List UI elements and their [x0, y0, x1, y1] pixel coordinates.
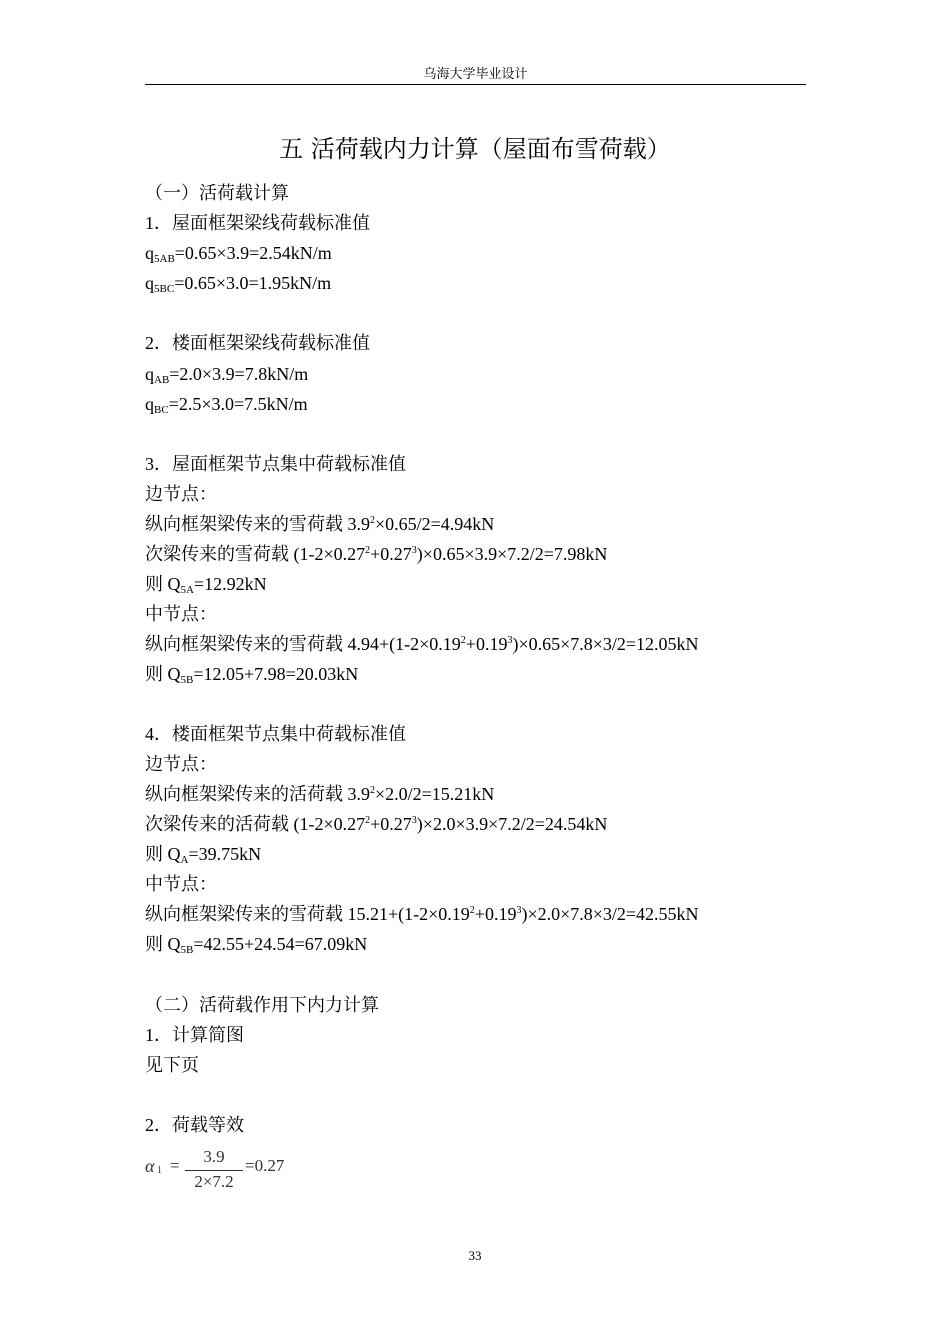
eq-floor-edge-secondary: 次梁传来的活荷载 $(1-2\times 0.27^2+0.27^3)\times 2.0\times 3.9\times 7.2/2=24.54kN$	[145, 814, 608, 834]
eq-qab: $q_{AB}=2.0\times 3.9=7.8kN/m$	[145, 364, 309, 386]
heading-floor-beam-load: 2．楼面框架梁线荷载标准值	[145, 333, 370, 353]
section-title: 五 活荷载内力计算（屋面布雪荷载）	[279, 135, 671, 163]
alpha-symbol: α	[145, 1156, 155, 1176]
eq-floor-middle-longitudinal: 纵向框架梁传来的雪荷载 $15.21+(1-2\times 0.19^2+0.19^3)\times 2.0\times 7.8\times 3/2=42.55kN$	[145, 904, 699, 924]
eq-floor-edge-longitudinal: 纵向框架梁传来的活荷载 $3.9^2\times 2.0/2=15.21kN$	[145, 784, 495, 804]
eq-qbc: $q_{BC}=2.5\times 3.0=7.5kN/m$	[145, 394, 308, 416]
eq-q5ab: $q_{5AB}=0.65\times 3.9=2.54kN/m$	[145, 243, 332, 265]
equals-sign: =	[170, 1156, 180, 1175]
fraction-numerator: 3.9	[203, 1147, 225, 1166]
eq-q5b: 则 $Q_{5B}=12.05+7.98=20.03kN$	[145, 664, 359, 686]
eq-roof-edge-longitudinal: 纵向框架梁传来的雪荷载 $3.9^2\times 0.65/2=4.94kN$	[145, 514, 495, 534]
heading-load-equivalence: 2．荷载等效	[145, 1115, 244, 1135]
eq-q5a: 则 $Q_{5A}=12.92kN$	[145, 574, 267, 596]
label-edge-node: 边节点：	[145, 484, 217, 504]
see-next-page: 见下页	[145, 1055, 199, 1075]
heading-calc-diagram: 1．计算简图	[145, 1025, 244, 1045]
fraction-bar	[185, 1170, 243, 1171]
header-rule	[145, 84, 806, 85]
heading-roof-node-load: 3．屋面框架节点集中荷载标准值	[145, 454, 406, 474]
subsection-heading-2: （二）活荷载作用下内力计算	[145, 995, 379, 1015]
page-header: 乌海大学毕业设计	[423, 66, 528, 81]
formula-result: =0.27	[245, 1156, 285, 1175]
label-middle-node: 中节点：	[145, 874, 217, 894]
label-edge-node: 边节点：	[145, 754, 217, 774]
eq-roof-edge-secondary: 次梁传来的雪荷载 $(1-2\times 0.27^2+0.27^3)\times 0.65\times 3.9\times 7.2/2=7.98kN$	[145, 544, 608, 564]
fraction-denominator: 2×7.2	[194, 1172, 234, 1191]
subsection-heading-1: （一）活荷载计算	[145, 183, 289, 203]
heading-roof-beam-load: 1．屋面框架梁线荷载标准值	[145, 213, 370, 233]
eq-floor-q5b: 则 $Q_{5B}=42.55+24.54=67.09kN$	[145, 934, 368, 956]
eq-q5bc: $q_{5BC}=0.65\times 3.0=1.95kN/m$	[145, 273, 332, 295]
heading-floor-node-load: 4．楼面框架节点集中荷载标准值	[145, 724, 406, 744]
eq-roof-middle-longitudinal: 纵向框架梁传来的雪荷载 $4.94+(1-2\times 0.19^2+0.19^3)\times 0.65\times 7.8\times 3/2=12.05kN$	[145, 634, 699, 654]
alpha-formula	[145, 1144, 315, 1196]
label-middle-node: 中节点：	[145, 604, 217, 624]
eq-qa: 则 $Q_A=39.75kN$	[145, 844, 262, 866]
page-number: 33	[468, 1248, 482, 1263]
alpha-subscript: 1	[157, 1165, 162, 1176]
